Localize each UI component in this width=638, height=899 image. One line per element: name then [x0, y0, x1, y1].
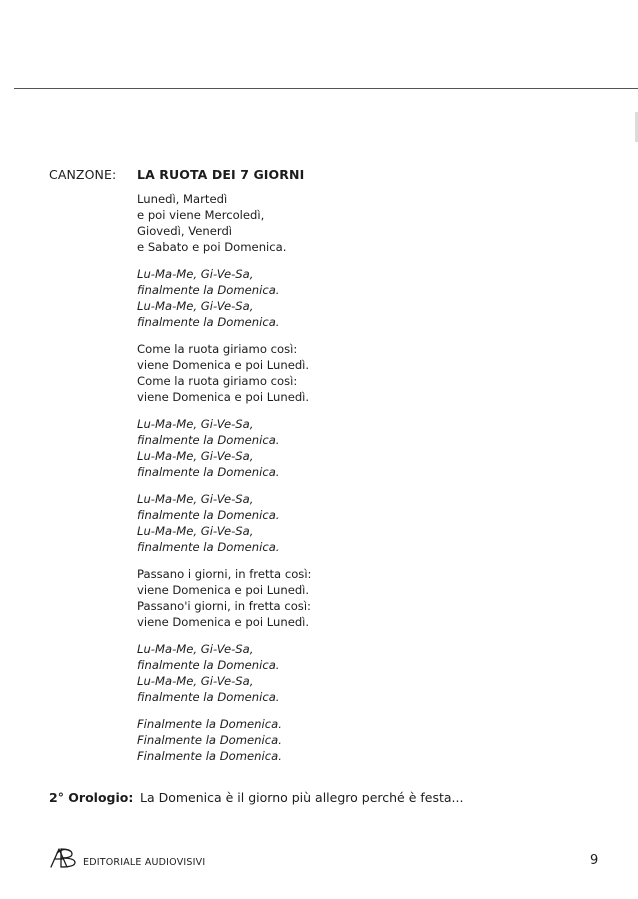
lyric-line: e Sabato e poi Domenica. [137, 240, 287, 254]
refrain-stanza [137, 416, 477, 480]
lyric-line: Passano'i giorni, in fretta così: [137, 599, 311, 613]
lyric-line: Lu-Ma-Me, Gi-Ve-Sa, [137, 417, 254, 431]
lyric-line: finalmente la Domenica. [137, 540, 280, 554]
lyric-line: viene Domenica e poi Lunedì. [137, 390, 310, 404]
lyric-line: Passano i giorni, in fretta così: [137, 567, 312, 581]
top-divider [14, 88, 638, 89]
lyric-line: finalmente la Domenica. [137, 508, 280, 522]
lyric-line: Lu-Ma-Me, Gi-Ve-Sa, [137, 267, 254, 281]
lyric-line: Lu-Ma-Me, Gi-Ve-Sa, [137, 674, 254, 688]
lyric-line: Giovedì, Venerdì [137, 224, 233, 238]
lyric-line: finalmente la Domenica. [137, 433, 280, 447]
orologio-text: La Domenica è il giorno più allegro perché è festa... [140, 790, 464, 805]
lyric-line: finalmente la Domenica. [137, 315, 280, 329]
lyric-line: finalmente la Domenica. [137, 658, 280, 672]
refrain-stanza [137, 491, 477, 555]
song-title: LA RUOTA DEI 7 GIORNI [137, 167, 305, 182]
verse-stanza [137, 341, 477, 405]
lyric-line: Lu-Ma-Me, Gi-Ve-Sa, [137, 299, 254, 313]
lyric-line: Lu-Ma-Me, Gi-Ve-Sa, [137, 642, 254, 656]
lyric-line: viene Domenica e poi Lunedì. [137, 358, 310, 372]
lyric-line: Lu-Ma-Me, Gi-Ve-Sa, [137, 449, 254, 463]
lyric-line: Lu-Ma-Me, Gi-Ve-Sa, [137, 524, 254, 538]
song-lyrics [137, 191, 477, 775]
refrain-stanza [137, 266, 477, 330]
publisher-name: EDITORIALE AUDIOVISIVI [83, 857, 206, 868]
lyric-line: Come la ruota giriamo così: [137, 342, 298, 356]
lyric-line: Finalmente la Domenica. [137, 733, 282, 747]
lyric-line: finalmente la Domenica. [137, 465, 280, 479]
refrain-stanza [137, 641, 477, 705]
lyric-line: finalmente la Domenica. [137, 283, 280, 297]
lyric-line: Finalmente la Domenica. [137, 749, 282, 763]
lyric-line: viene Domenica e poi Lunedì. [137, 583, 310, 597]
lyric-line: e poi viene Mercoledì, [137, 208, 265, 222]
ea-monogram-logo-icon [48, 846, 80, 870]
refrain-stanza [137, 716, 477, 764]
lyric-line: Come la ruota giriamo così: [137, 374, 298, 388]
page-number: 9 [590, 853, 599, 868]
lyric-line: Lu-Ma-Me, Gi-Ve-Sa, [137, 492, 254, 506]
lyric-line: finalmente la Domenica. [137, 690, 280, 704]
lyric-line: viene Domenica e poi Lunedì. [137, 615, 310, 629]
lyric-line: Lunedì, Martedì [137, 192, 228, 206]
lyric-line: Finalmente la Domenica. [137, 717, 282, 731]
verse-stanza [137, 191, 477, 255]
section-label: CANZONE: [49, 167, 117, 182]
verse-stanza [137, 566, 477, 630]
orologio-label: 2° Orologio: [49, 790, 134, 805]
